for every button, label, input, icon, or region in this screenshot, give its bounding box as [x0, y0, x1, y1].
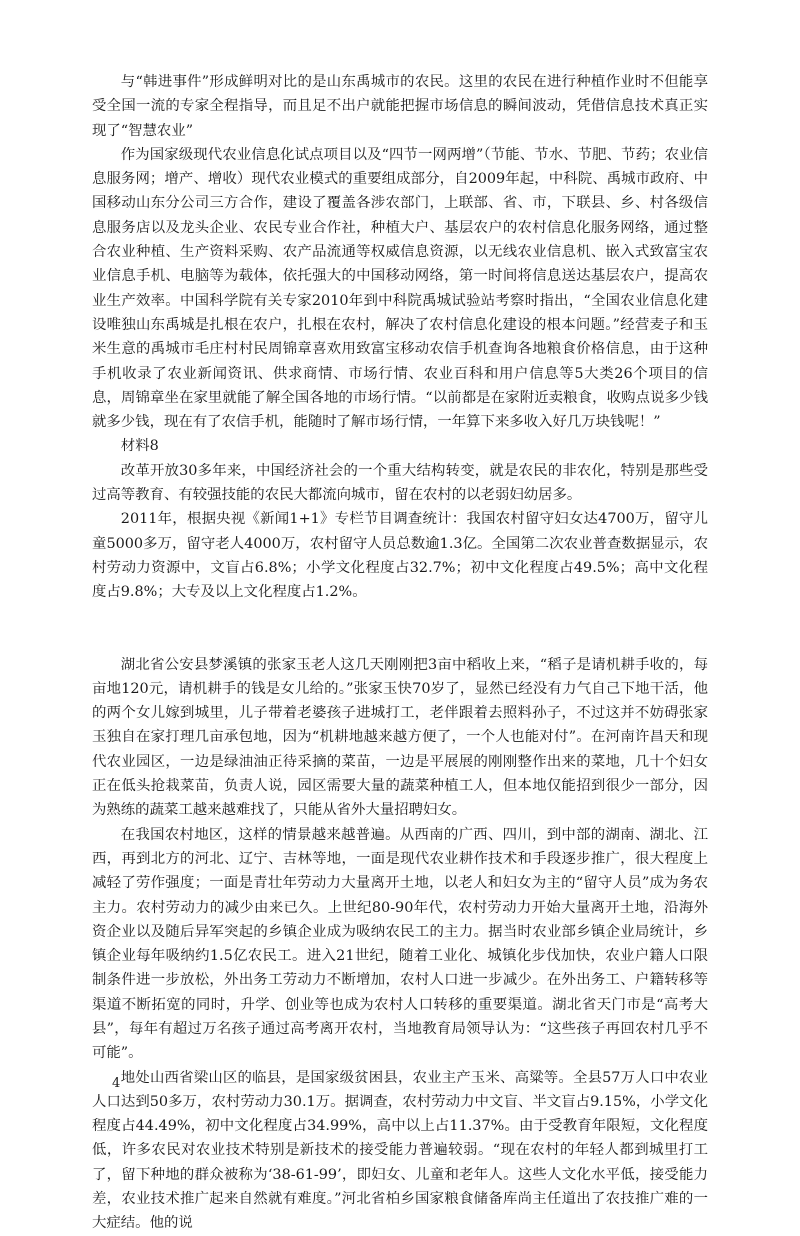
material-label: 材料8 [120, 438, 159, 455]
paragraph-yucheng-intro: 与“韩进事件”形成鲜明对比的是山东禹城市的农民。这里的农民在进行种植作业时不但能享受全国一流的专家全程指导，而且足不出户就能把握市场信息的瞬间波动，凭借信息技术真正实现了“智慧农业” [92, 74, 708, 139]
paragraph-statistics: 2011年，根据央视《新闻1+1》专栏节目调查统计：我国农村留守妇女达4700万，留守儿童5000多万，留守老人4000万，农村留守人员总数逾1.3亿。全国第二次农业普查数据显示，农村劳动力资源中，文盲占6.8%；小学文化程度占32.7%；初中文化程度占49.5%；高中文化程度占9.8%；大专及以上文化程度占1.2%。 [92, 511, 708, 601]
paragraph-hubei: 湖北省公安县梦溪镇的张家玉老人这几天刚刚把3亩中稻收上来，“稻子是请机耕手收的，每亩地120元，请机耕手的钱是女儿给的。”张家玉快70岁了，显然已经没有力气自己下地干活，他的两个女儿嫁到城里，儿子带着老婆孩子进城打工，老伴跟着去照料孙子，不过这并不妨碍张家玉独自在家打理几亩承包地，因为“机耕地越来越方便了，一个人也能对付”。在河南许昌天和现代农业园区，一边是绿油油正待采摘的菜苗，一边是平展展的刚刚整作出来的菜地，几十个妇女正在低头抢栽菜苗，负责人说，园区需要大量的蔬菜种植工人，但本地仅能招到很少一部分，因为熟练的蔬菜工越来越难找了，只能从省外大量招聘妇女。 [92, 656, 708, 819]
paragraph-linxian: 地处山西省梁山区的临县，是国家级贫困县，农业主产玉米、高粱等。全县57万人口中农业人口达到50多万，农村劳动力30.1万。据调查，农村劳动力中文盲、半文盲占9.15%，小学文化程度占44.49%，初中文化程度占34.99%，高中以上占11.37%。由于受教育年限短，文化程度低，许多农民对农业技术特别是新技术的接受能力普遍较弱。“现在农村的年轻人都到城里打工了，留下种地的群众被称为‘38-61-99’，即妇女、儿童和老年人。这些人文化水平低，接受能力差，农业技术推广起来自然就有难度。”河北省柏乡国家粮食储备库尚主任道出了农技推广难的一大症结。他的说 [92, 1069, 708, 1232]
page-number: 4 [112, 1076, 121, 1091]
page-content [92, 70, 708, 1236]
paragraph-yucheng-detail: 作为国家级现代农业信息化试点项目以及“四节一网两增”（节能、节水、节肥、节药；农业信息服务网；增产、增收）现代农业模式的重要组成部分，自2009年起，中科院、禹城市政府、中国移动山东分公司三方合作，建设了覆盖各涉农部门，上联部、省、市，下联县、乡、村各级信息服务店以及龙头企业、农民专业合作社，种植大户、基层农户的农村信息化服务网络，通过整合农业种植、生产资料采购、农产品流通等权威信息资源，以无线农业信息机、嵌入式致富宝农业信息手机、电脑等为载体，依托强大的中国移动网络，第一时间将信息送达基层农户，提高农业生产效率。中国科学院有关专家2010年到中科院禹城试验站考察时指出，“全国农业信息化建设唯独山东禹城是扎根在农户，扎根在农村，解决了农村信息化建设的根本问题。”经营麦子和玉米生意的禹城市毛庄村村民周锦章喜欢用致富宝移动农信手机查询各地粮食价格信息，由于这种手机收录了农业新闻资讯、供求商情、市场行情、农业百科和用户信息等5大类26个项目的信息，周锦章坐在家里就能了解全国各地的市场行情。“以前都是在家附近卖粮食，收购点说多少钱就多少钱，现在有了农信手机，能随时了解市场行情，一年算下来多收入好几万块钱呢！” [92, 146, 708, 431]
section-gap [92, 605, 708, 653]
paragraph-rural-labor: 在我国农村地区，这样的情景越来越普遍。从西南的广西、四川，到中部的湖南、湖北、江西，再到北方的河北、辽宁、吉林等地，一面是现代农业耕作技术和手段逐步推广，很大程度上减轻了劳作强度；一面是青壮年劳动力大量离开土地，以老人和妇女为主的“留守人员”成为务农主力。农村劳动力的减少由来已久。上世纪80-90年代，农村劳动力开始大量离开土地，沿海外资企业以及随后异军突起的乡镇企业成为吸纳农民工的主力。据当时农业部乡镇企业局统计，乡镇企业每年吸纳约1.5亿农民工。进入21世纪，随着工业化、城镇化步伐加快，农业户籍人口限制条件进一步放松，外出务工劳动力不断增加，农村人口进一步减少。在外出务工、户籍转移等渠道不断拓宽的同时，升学、创业等也成为农村人口转移的重要渠道。湖北省天门市是“高考大县”，每年有超过万名孩子通过高考离开农村，当地教育局领导认为：“这些孩子再回农村几乎不可能”。 [92, 826, 708, 1062]
paragraph-reform: 改革开放30多年来，中国经济社会的一个重大结构转变，就是农民的非农化，特别是那些受过高等教育、有较强技能的农民大都流向城市，留在农村的以老弱妇幼居多。 [92, 462, 708, 504]
